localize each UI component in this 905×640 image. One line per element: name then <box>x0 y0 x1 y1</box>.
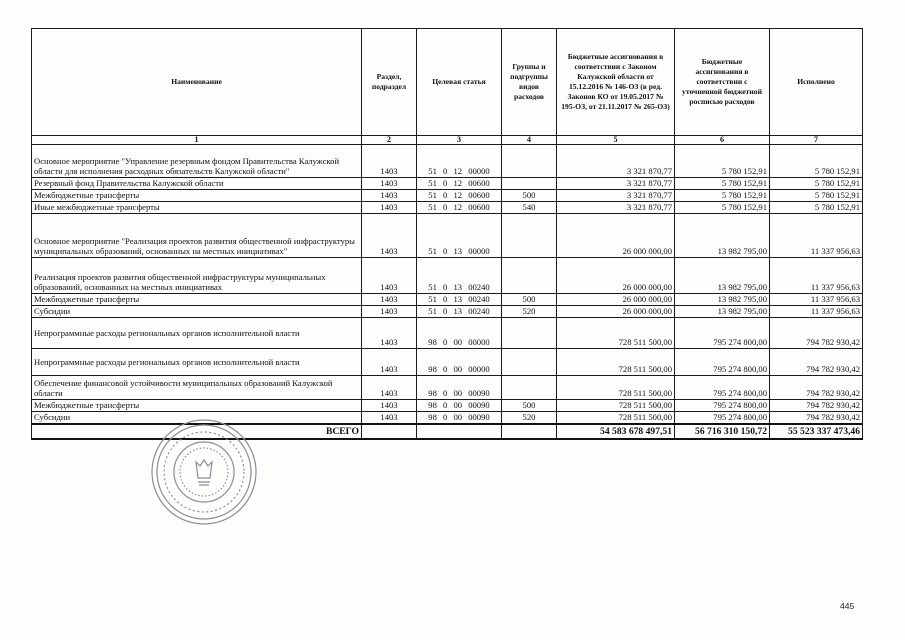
row-name: Субсидии <box>32 412 362 424</box>
row-group: 520 <box>502 412 557 424</box>
row-refined-amount: 5 780 152,91 <box>675 178 770 190</box>
total-executed-amount: 55 523 337 473,46 <box>770 424 863 439</box>
row-name: Основное мероприятие "Реализация проектов развития общественной инфраструктуры муниципальных образований, основанных на местных инициативах" <box>32 214 362 258</box>
page-number: 445 <box>840 601 855 611</box>
row-refined-amount: 795 274 800,00 <box>675 412 770 424</box>
row-group <box>502 376 557 400</box>
row-refined-amount: 13 982 795,00 <box>675 294 770 306</box>
row-law-amount: 26 000 000,00 <box>557 294 675 306</box>
row-target: 98 0 00 00000 <box>417 318 502 349</box>
row-target: 98 0 00 00090 <box>417 412 502 424</box>
row-group <box>502 145 557 178</box>
stamp-inner-ring <box>157 425 251 519</box>
row-law-amount: 3 321 870,77 <box>557 178 675 190</box>
row-section: 1403 <box>362 145 417 178</box>
row-executed-amount: 11 337 956,63 <box>770 294 863 306</box>
row-group <box>502 349 557 376</box>
table-row <box>32 376 863 400</box>
row-refined-amount: 795 274 800,00 <box>675 400 770 412</box>
row-law-amount: 3 321 870,77 <box>557 190 675 202</box>
row-target: 51 0 13 00240 <box>417 294 502 306</box>
table-row <box>32 178 863 190</box>
row-law-amount: 3 321 870,77 <box>557 202 675 214</box>
official-round-stamp <box>150 418 258 526</box>
row-name: Реализация проектов развития общественной инфраструктуры муниципальных образований, основанных на местных инициативах <box>32 258 362 294</box>
row-law-amount: 26 000 000,00 <box>557 214 675 258</box>
row-group: 540 <box>502 202 557 214</box>
column-number: 6 <box>675 136 770 145</box>
row-refined-amount: 13 982 795,00 <box>675 258 770 294</box>
row-target: 51 0 12 00600 <box>417 202 502 214</box>
row-law-amount: 728 511 500,00 <box>557 318 675 349</box>
header-assignments-law: Бюджетные ассигнования в соответствии с Законом Калужской области от 15.12.2016 № 146-ОЗ (в ред. Законов КО от 19.05.2017 № 195-ОЗ, от 21.11.2017 № 265-ОЗ) <box>557 29 675 136</box>
row-executed-amount: 11 337 956,63 <box>770 306 863 318</box>
table-row <box>32 400 863 412</box>
column-number-row <box>32 136 863 145</box>
row-law-amount: 728 511 500,00 <box>557 412 675 424</box>
row-law-amount: 728 511 500,00 <box>557 376 675 400</box>
row-section: 1403 <box>362 306 417 318</box>
row-executed-amount: 5 780 152,91 <box>770 190 863 202</box>
row-refined-amount: 795 274 800,00 <box>675 318 770 349</box>
row-law-amount: 728 511 500,00 <box>557 400 675 412</box>
row-section: 1403 <box>362 412 417 424</box>
total-law-amount: 54 583 678 497,51 <box>557 424 675 439</box>
header-executed: Исполнено <box>770 29 863 136</box>
table-row <box>32 214 863 258</box>
row-section: 1403 <box>362 214 417 258</box>
stamp-emblem <box>196 460 212 478</box>
row-name: Межбюджетные трансферты <box>32 294 362 306</box>
stamp-outer-ring <box>152 420 256 524</box>
table-row <box>32 202 863 214</box>
column-number: 5 <box>557 136 675 145</box>
row-refined-amount: 5 780 152,91 <box>675 190 770 202</box>
row-executed-amount: 5 780 152,91 <box>770 145 863 178</box>
table-row <box>32 306 863 318</box>
row-name: Обеспечение финансовой устойчивости муниципальных образований Калужской области <box>32 376 362 400</box>
total-refined-amount: 56 716 310 150,72 <box>675 424 770 439</box>
row-refined-amount: 13 982 795,00 <box>675 214 770 258</box>
header-section: Раздел, подраздел <box>362 29 417 136</box>
row-law-amount: 26 000 000,00 <box>557 258 675 294</box>
row-section: 1403 <box>362 178 417 190</box>
row-executed-amount: 794 782 930,42 <box>770 318 863 349</box>
row-name: Непрограммные расходы региональных органов исполнительной власти <box>32 349 362 376</box>
row-target: 51 0 13 00000 <box>417 214 502 258</box>
table-row <box>32 145 863 178</box>
row-section: 1403 <box>362 202 417 214</box>
row-group: 500 <box>502 294 557 306</box>
header-name: Наименование <box>32 29 362 136</box>
row-refined-amount: 5 780 152,91 <box>675 145 770 178</box>
row-target: 98 0 00 00090 <box>417 376 502 400</box>
table-header-row <box>32 29 863 136</box>
row-group: 500 <box>502 190 557 202</box>
row-group <box>502 318 557 349</box>
total-empty-cell <box>362 424 417 439</box>
table-row <box>32 318 863 349</box>
row-name: Межбюджетные трансферты <box>32 400 362 412</box>
row-executed-amount: 11 337 956,63 <box>770 214 863 258</box>
row-executed-amount: 794 782 930,42 <box>770 412 863 424</box>
header-expense-groups: Группы и подгруппы видов расходов <box>502 29 557 136</box>
row-refined-amount: 795 274 800,00 <box>675 376 770 400</box>
table-row <box>32 349 863 376</box>
row-name: Основное мероприятие "Управление резервным фондом Правительства Калужской области для исполнения расходных обязательств Калужской области" <box>32 145 362 178</box>
row-executed-amount: 794 782 930,42 <box>770 376 863 400</box>
total-empty-cell <box>502 424 557 439</box>
table-row <box>32 294 863 306</box>
row-refined-amount: 795 274 800,00 <box>675 349 770 376</box>
row-group: 500 <box>502 400 557 412</box>
row-target: 51 0 13 00240 <box>417 258 502 294</box>
stamp-text-ring <box>164 432 244 512</box>
row-target: 51 0 12 00000 <box>417 145 502 178</box>
row-section: 1403 <box>362 294 417 306</box>
row-law-amount: 3 321 870,77 <box>557 145 675 178</box>
row-target: 51 0 12 00600 <box>417 178 502 190</box>
row-name: Непрограммные расходы региональных органов исполнительной власти <box>32 318 362 349</box>
header-target-article: Целевая статья <box>417 29 502 136</box>
table-row <box>32 258 863 294</box>
total-empty-cell <box>417 424 502 439</box>
row-section: 1403 <box>362 190 417 202</box>
row-group <box>502 178 557 190</box>
table-row <box>32 190 863 202</box>
row-target: 51 0 13 00240 <box>417 306 502 318</box>
column-number: 2 <box>362 136 417 145</box>
row-executed-amount: 11 337 956,63 <box>770 258 863 294</box>
row-name: Иные межбюджетные трансферты <box>32 202 362 214</box>
row-section: 1403 <box>362 349 417 376</box>
row-name: Субсидии <box>32 306 362 318</box>
row-executed-amount: 794 782 930,42 <box>770 400 863 412</box>
header-assignments-refined: Бюджетные ассигнования в соответствии с уточненной бюджетной росписью расходов <box>675 29 770 136</box>
row-group <box>502 258 557 294</box>
column-number: 3 <box>417 136 502 145</box>
row-executed-amount: 794 782 930,42 <box>770 349 863 376</box>
stamp-emblem-base <box>198 482 210 485</box>
row-target: 98 0 00 00090 <box>417 400 502 412</box>
column-number: 1 <box>32 136 362 145</box>
total-label: ВСЕГО <box>32 424 362 439</box>
row-name: Резервный фонд Правительства Калужской области <box>32 178 362 190</box>
row-section: 1403 <box>362 376 417 400</box>
row-target: 51 0 12 00600 <box>417 190 502 202</box>
column-number: 7 <box>770 136 863 145</box>
row-section: 1403 <box>362 400 417 412</box>
row-group <box>502 214 557 258</box>
row-name: Межбюджетные трансферты <box>32 190 362 202</box>
row-law-amount: 728 511 500,00 <box>557 349 675 376</box>
row-law-amount: 26 000 000,00 <box>557 306 675 318</box>
column-number: 4 <box>502 136 557 145</box>
row-section: 1403 <box>362 258 417 294</box>
row-group: 520 <box>502 306 557 318</box>
row-executed-amount: 5 780 152,91 <box>770 178 863 190</box>
row-refined-amount: 5 780 152,91 <box>675 202 770 214</box>
row-executed-amount: 5 780 152,91 <box>770 202 863 214</box>
stamp-center-text-ring <box>180 448 228 496</box>
row-target: 98 0 00 00000 <box>417 349 502 376</box>
row-section: 1403 <box>362 318 417 349</box>
stamp-center-ring <box>174 442 234 502</box>
budget-execution-table <box>31 28 863 440</box>
row-refined-amount: 13 982 795,00 <box>675 306 770 318</box>
